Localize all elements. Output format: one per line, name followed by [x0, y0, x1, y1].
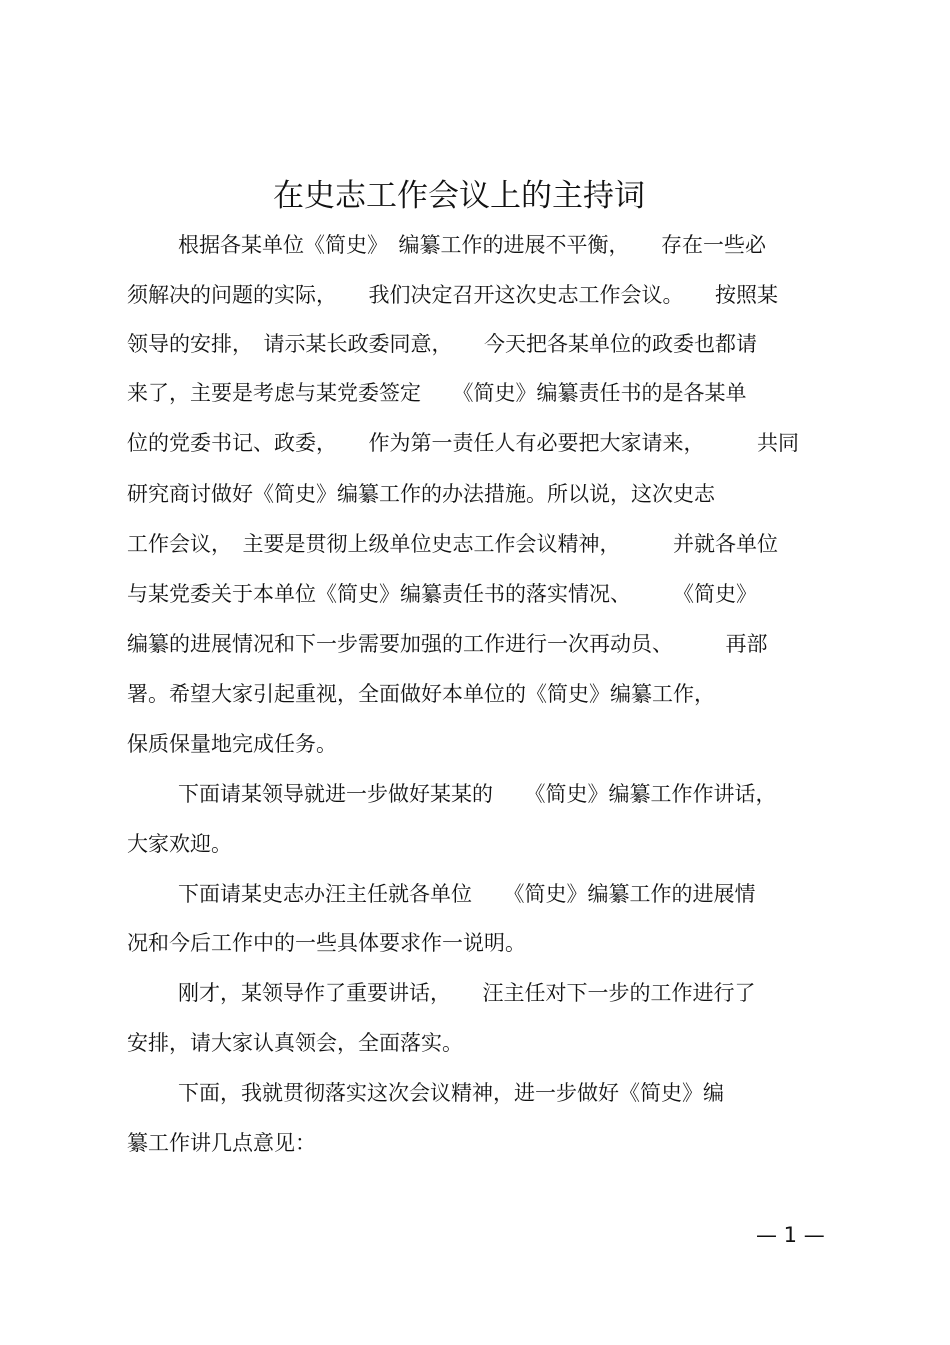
text-line: 须解决的问题的实际， 我们决定召开这次史志工作会议。 按照某 — [127, 283, 778, 307]
text-line: 与某党委关于本单位《简史》编纂责任书的落实情况、 《简史》 — [127, 582, 757, 606]
text-line: 研究商讨做好《简史》编纂工作的办法措施。所以说，这次史志 — [127, 482, 715, 506]
text-line: 下面请某领导就进一步做好某某的 《简史》编纂工作作讲话， — [178, 782, 777, 806]
text-line: 下面，我就贯彻落实这次会议精神，进一步做好《简史》编 — [178, 1081, 724, 1105]
text-line: 保质保量地完成任务。 — [127, 732, 337, 756]
text-line: 位的党委书记、政委， 作为第一责任人有必要把大家请来， 共同 — [127, 431, 799, 455]
text-line: 纂工作讲几点意见： — [127, 1131, 316, 1155]
text-line: 编纂的进展情况和下一步需要加强的工作进行一次再动员、 再部 — [127, 632, 768, 656]
text-line: 下面请某史志办汪主任就各单位 《简史》编纂工作的进展情 — [178, 882, 756, 906]
page-number: — 1 — — [756, 1223, 825, 1247]
text-line: 根据各某单位《简史》 编纂工作的进展不平衡， 存在一些必 — [178, 233, 766, 257]
text-line: 刚才，某领导作了重要讲话， 汪主任对下一步的工作进行了 — [178, 981, 756, 1005]
text-line: 领导的安排， 请示某长政委同意， 今天把各某单位的政委也都请 — [127, 332, 757, 356]
document-title: 在史志工作会议上的主持词 — [273, 178, 645, 214]
text-line: 来了，主要是考虑与某党委签定 《简史》编纂责任书的是各某单 — [127, 381, 747, 405]
text-line: 安排，请大家认真领会，全面落实。 — [127, 1031, 463, 1055]
text-line: 署。希望大家引起重视，全面做好本单位的《简史》编纂工作， — [127, 682, 715, 706]
text-line: 况和今后工作中的一些具体要求作一说明。 — [127, 931, 526, 955]
text-line: 工作会议， 主要是贯彻上级单位史志工作会议精神， 并就各单位 — [127, 532, 778, 556]
text-line: 大家欢迎。 — [127, 832, 232, 856]
